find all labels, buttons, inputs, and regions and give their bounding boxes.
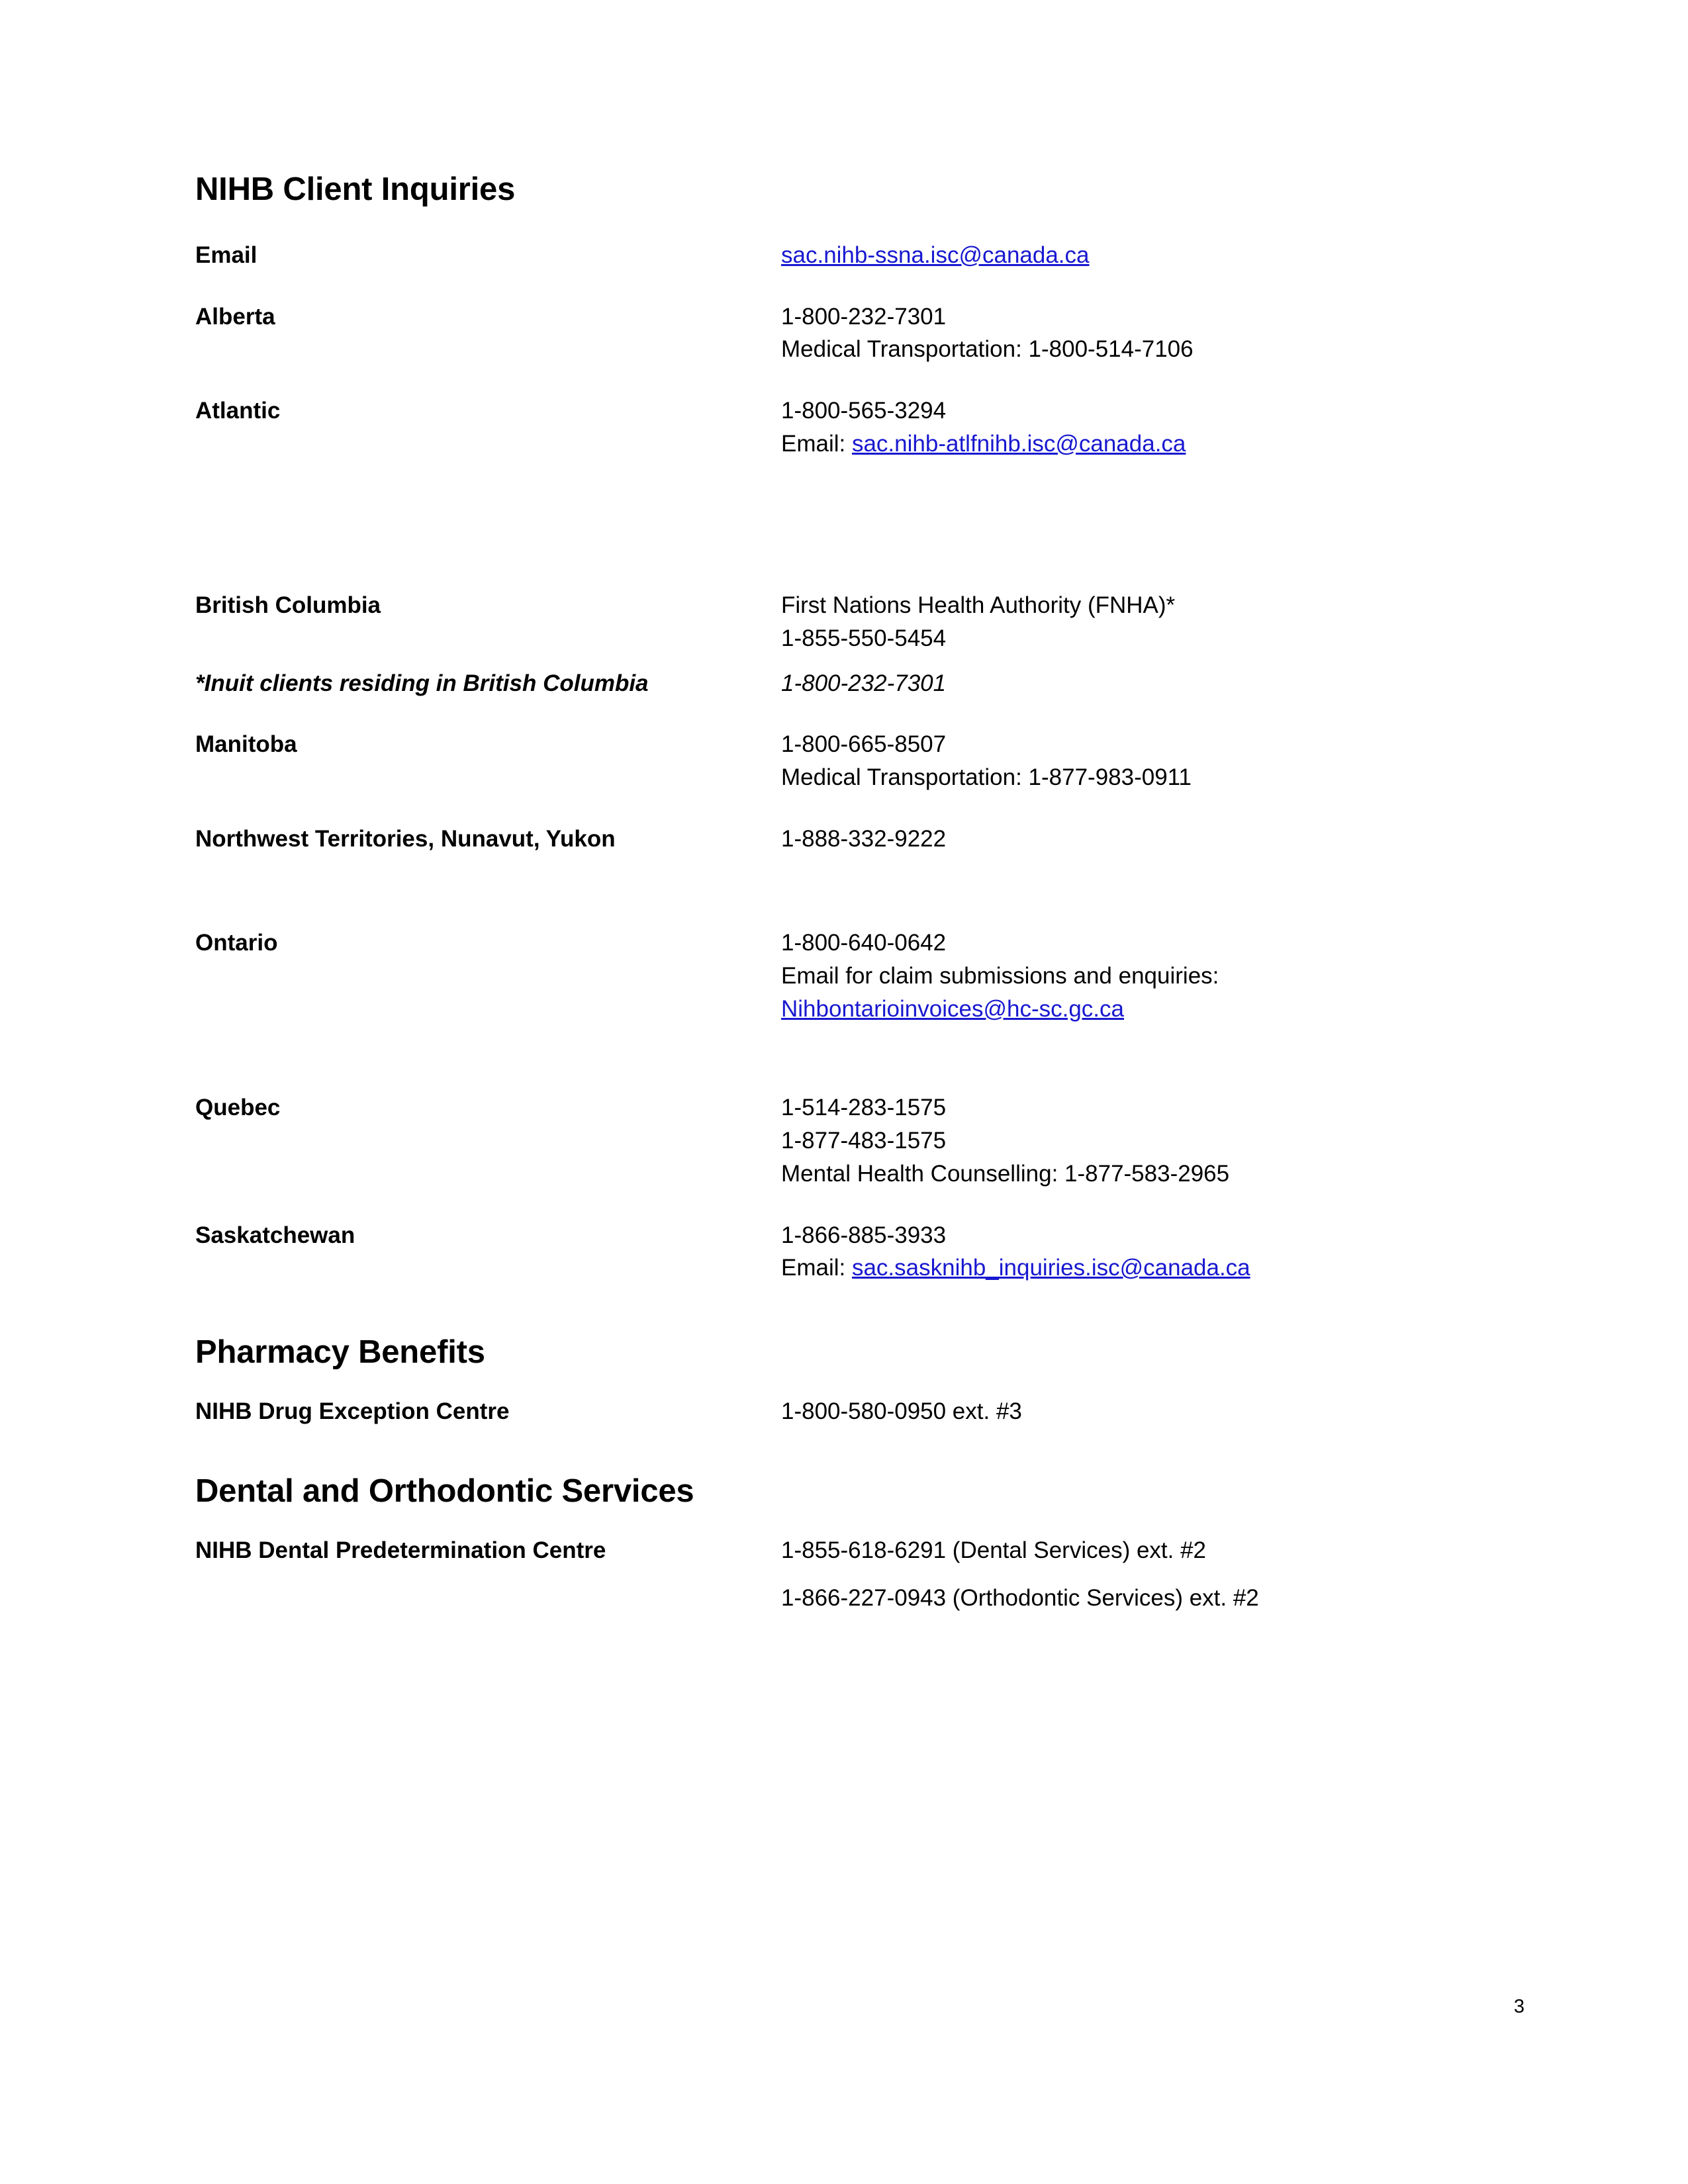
value-line-phone: 1-800-565-3294 [781, 397, 947, 424]
contact-label: Saskatchewan [195, 1222, 355, 1248]
value-line-phone: 1-800-580-0950 ext. #3 [781, 1398, 1022, 1424]
contact-value [781, 1091, 1513, 1190]
value-line-phone: 1-800-232-7301 [781, 670, 947, 696]
page-number: 3 [1513, 1996, 1524, 2017]
contact-value [781, 1219, 1513, 1285]
contact-value [781, 823, 1513, 856]
contact-row-inuit-note [195, 667, 1513, 700]
section-heading-block-client-inquiries [195, 171, 1513, 208]
value-line-email [781, 1251, 1513, 1285]
contact-value [781, 300, 1513, 366]
contact-label: Atlantic [195, 397, 281, 424]
section-heading-block-pharmacy-benefits [195, 1334, 1513, 1371]
value-line-phone: 1-800-232-7301 [781, 303, 947, 330]
contact-label: Email [195, 242, 258, 268]
contact-value [781, 927, 1513, 1025]
contact-row-drug-exception-centre [195, 1395, 1513, 1428]
contact-label: Ontario [195, 930, 278, 956]
email-link-nihbontarioinvoices[interactable]: Nihbontarioinvoices@hc-sc.gc.ca [781, 995, 1124, 1022]
contact-label: British Columbia [195, 592, 381, 619]
value-line-medical-transportation: Medical Transportation: 1-877-983-0911 [781, 764, 1192, 791]
contact-value [781, 589, 1513, 655]
value-line-phone: 1-855-550-5454 [781, 625, 947, 651]
contact-value [781, 667, 1513, 700]
value-line-phone-local: 1-514-283-1575 [781, 1095, 947, 1121]
value-line-orthodontic-services: 1-866-227-0943 (Orthodontic Services) ext. #2 [781, 1584, 1259, 1611]
value-line-fnha: First Nations Health Authority (FNHA)* [781, 592, 1176, 619]
contact-value [781, 1395, 1513, 1428]
email-prefix-label: Email: [781, 430, 852, 457]
email-link-nihb-ssna[interactable]: sac.nihb-ssna.isc@canada.ca [781, 242, 1090, 268]
email-link-sasknihb-inquiries[interactable]: sac.sasknihb_inquiries.isc@canada.ca [851, 1255, 1250, 1281]
contact-value [781, 239, 1513, 272]
contact-row-email [195, 239, 1513, 272]
contact-label: NIHB Drug Exception Centre [195, 1398, 510, 1424]
email-prefix-label: Email: [781, 1255, 852, 1281]
value-line-phone: 1-866-885-3933 [781, 1222, 947, 1248]
section-heading-dental-orthodontic-services: Dental and Orthodontic Services [195, 1473, 694, 1510]
contact-row-atlantic [195, 394, 1513, 460]
contact-row-alberta [195, 300, 1513, 366]
value-line-mental-health-counselling: Mental Health Counselling: 1-877-583-2965 [781, 1160, 1230, 1187]
value-line-email-note: Email for claim submissions and enquiries: [781, 963, 1219, 989]
value-line-phone-toll-free: 1-877-483-1575 [781, 1128, 947, 1154]
value-line-email [781, 993, 1513, 1026]
value-line-dental-services: 1-855-618-6291 (Dental Services) ext. #2 [781, 1537, 1207, 1564]
contact-row-manitoba [195, 728, 1513, 794]
contact-label: Quebec [195, 1095, 281, 1121]
contact-row-quebec [195, 1091, 1513, 1190]
page-content [195, 171, 1513, 1643]
contact-row-dental-predetermination-centre [195, 1534, 1513, 1614]
email-link-atlfnihb[interactable]: sac.nihb-atlfnihb.isc@canada.ca [851, 430, 1186, 457]
value-line-phone: 1-800-665-8507 [781, 731, 947, 758]
value-line [781, 239, 1513, 272]
contact-value [781, 394, 1513, 460]
section-heading-client-inquiries: NIHB Client Inquiries [195, 171, 516, 207]
contact-label: Alberta [195, 303, 275, 330]
value-line-medical-transportation: Medical Transportation: 1-800-514-7106 [781, 336, 1194, 363]
contact-label: Northwest Territories, Nunavut, Yukon [195, 825, 616, 852]
contact-row-northwest-territories-nunavut-yukon [195, 823, 1513, 856]
value-line-phone: 1-800-640-0642 [781, 930, 947, 956]
contact-row-ontario [195, 927, 1513, 1025]
contact-value [781, 728, 1513, 794]
section-heading-pharmacy-benefits: Pharmacy Benefits [195, 1334, 485, 1370]
contact-row-saskatchewan [195, 1219, 1513, 1285]
value-line-email [781, 428, 1513, 461]
contact-row-british-columbia [195, 589, 1513, 655]
contact-value [781, 1534, 1513, 1614]
contact-label: NIHB Dental Predetermination Centre [195, 1537, 606, 1564]
value-line-phone: 1-888-332-9222 [781, 825, 947, 852]
contact-label-footnote: *Inuit clients residing in British Columbia [195, 670, 649, 696]
contact-label: Manitoba [195, 731, 297, 758]
section-heading-block-dental-orthodontic [195, 1473, 1513, 1510]
